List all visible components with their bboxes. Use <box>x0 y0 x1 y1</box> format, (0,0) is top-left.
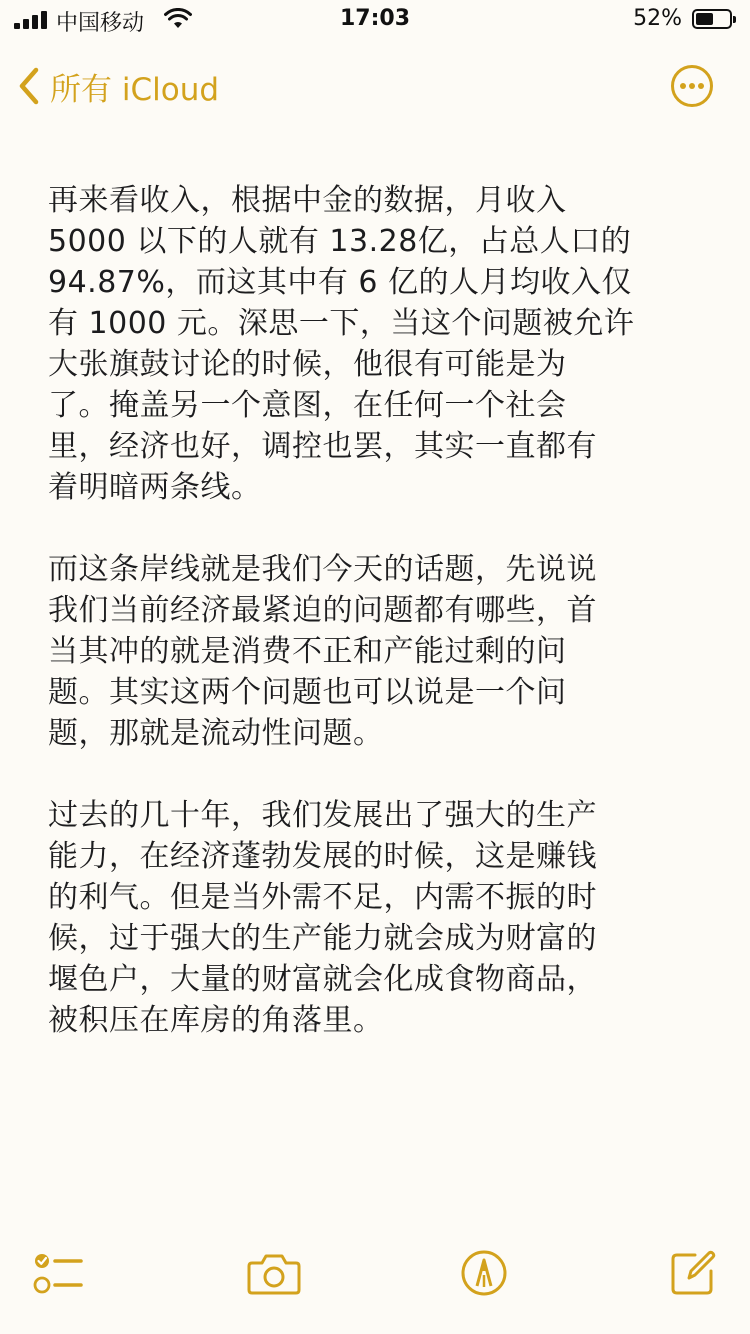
camera-icon <box>247 1251 301 1295</box>
back-button-label: 所有 iCloud <box>50 71 220 108</box>
note-body[interactable] <box>48 180 708 1082</box>
back-button[interactable] <box>18 60 219 112</box>
battery-fill <box>696 13 713 25</box>
note-paragraph: 再来看收入，根据中金的数据，月收入 5000 以下的人就有 13.28亿，占总人口的 94.87%，而这其中有 6 亿的人月均收入仅 有 1000 元。深思一下，当这个问题被允许 大张旗鼓讨论的时候，他很有可能是为 了。掩盖另一个意图，在任何一个社会 里，经济也好，调控也罢，其实一直都有 着明暗两条线。 <box>48 183 635 505</box>
status-bar <box>0 0 750 40</box>
checklist-button[interactable] <box>32 1246 86 1300</box>
note-paragraph: 过去的几十年，我们发展出了强大的生产 能力，在经济蓬勃发展的时候，这是赚钱 的利气。但是当外需不足，内需不振的时 候，过于强大的生产能力就会成为财富的 堰色户，大量的财富就会化成食物商品， 被积压在库房的角落里。 <box>48 798 597 1038</box>
compose-icon <box>669 1249 717 1297</box>
note-paragraph: 而这条岸线就是我们今天的话题，先说说 我们当前经济最紧迫的问题都有哪些，首 当其冲的就是消费不正和产能过剩的问 题。其实这两个问题也可以说是一个问 题，那就是流动性问题。 <box>48 552 597 751</box>
ellipsis-circle-icon[interactable] <box>670 64 714 108</box>
checklist-icon <box>33 1250 85 1296</box>
camera-button[interactable] <box>247 1246 301 1300</box>
chevron-left-icon <box>18 67 40 105</box>
markup-pen-icon <box>460 1249 508 1297</box>
carrier-name: 中国移动 <box>56 11 145 36</box>
navigation-bar <box>0 60 750 112</box>
bottom-toolbar <box>0 1224 750 1334</box>
compose-button[interactable] <box>666 1246 720 1300</box>
clock: 17:03 <box>339 6 411 31</box>
battery-icon <box>692 9 732 29</box>
battery-percentage: 52% <box>633 6 682 31</box>
markup-button[interactable] <box>457 1246 511 1300</box>
